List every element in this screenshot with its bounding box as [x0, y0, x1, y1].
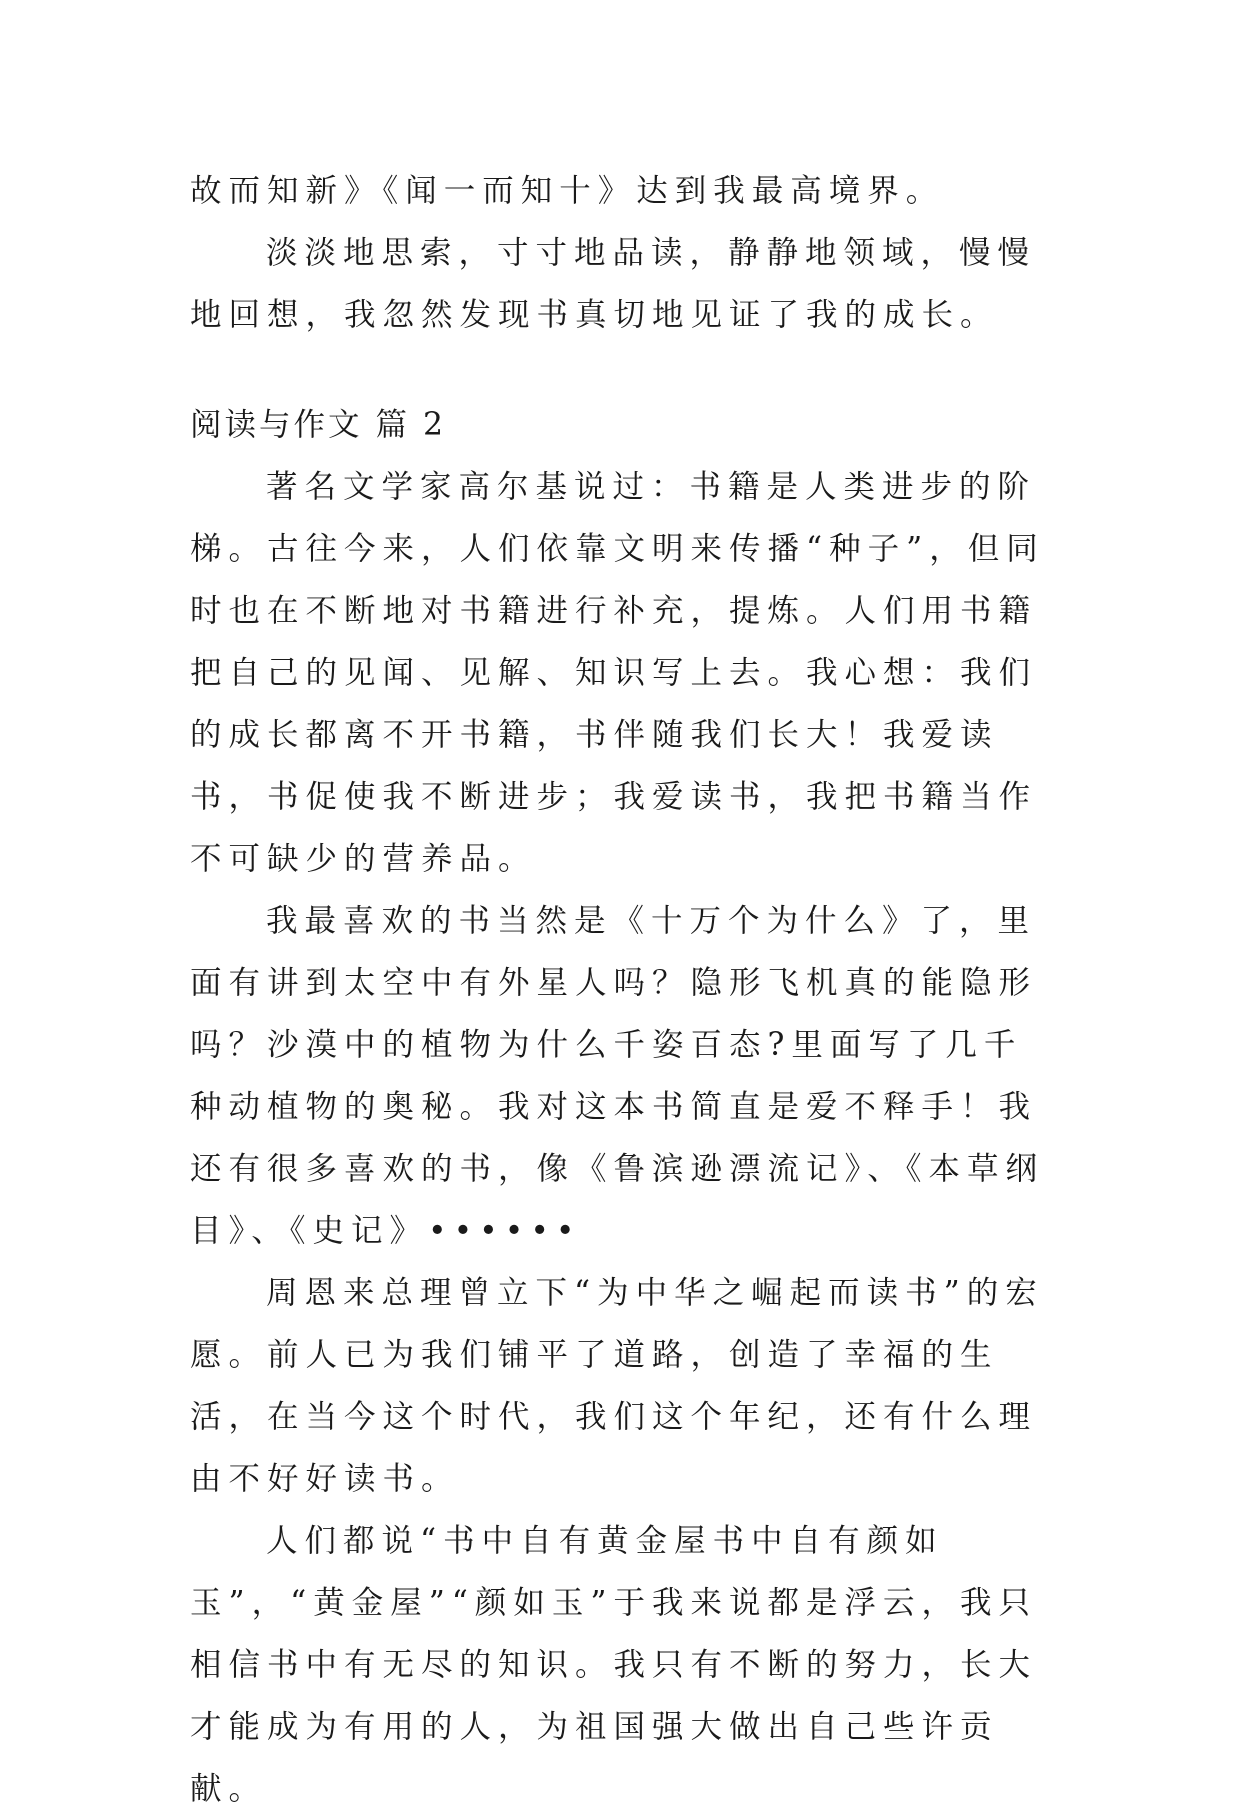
document-page [190, 160, 1052, 1820]
paragraph: 人们都说“书中自有黄金屋书中自有颜如玉”，“黄金屋”“颜如玉”于我来说都是浮云，我只相信书中有无尽的知识。我只有不断的努力，长大才能成为有用的人，为祖国强大做出自己些许贡献。 [190, 1523, 1038, 1807]
paragraph: 著名文学家高尔基说过：书籍是人类进步的阶梯。古往今来，人们依靠文明来传播“种子”，但同时也在不断地对书籍进行补充，提炼。人们用书籍把自己的见闻、见解、知识写上去。我心想：我们的成长都离不开书籍，书伴随我们长大！我爱读书，书促使我不断进步；我爱读书，我把书籍当作不可缺少的营养品。 [190, 469, 1045, 877]
section-spacer [190, 346, 1052, 394]
paragraph: 淡淡地思索，寸寸地品读，静静地领域，慢慢地回想，我忽然发现书真切地见证了我的成长。 [190, 235, 1037, 333]
paragraph: 周恩来总理曾立下“为中华之崛起而读书”的宏愿。前人已为我们铺平了道路，创造了幸福的生活，在当今这个时代，我们这个年纪，还有什么理由不好好读书。 [190, 1275, 1044, 1497]
section-title: 阅读与作文 篇 2 [190, 407, 447, 443]
paragraph: 我最喜欢的书当然是《十万个为什么》了，里面有讲到太空中有外星人吗？隐形飞机真的能隐形吗？沙漠中的植物为什么千姿百态?里面写了几千种动植物的奥秘。我对这本书简直是爱不释手！我还有很多喜欢的书，像《鲁滨逊漂流记》、《本草纲目》、《史记》•••••• [190, 903, 1045, 1249]
continued-paragraph: 故而知新》《闻一而知十》达到我最高境界。 [190, 173, 945, 209]
